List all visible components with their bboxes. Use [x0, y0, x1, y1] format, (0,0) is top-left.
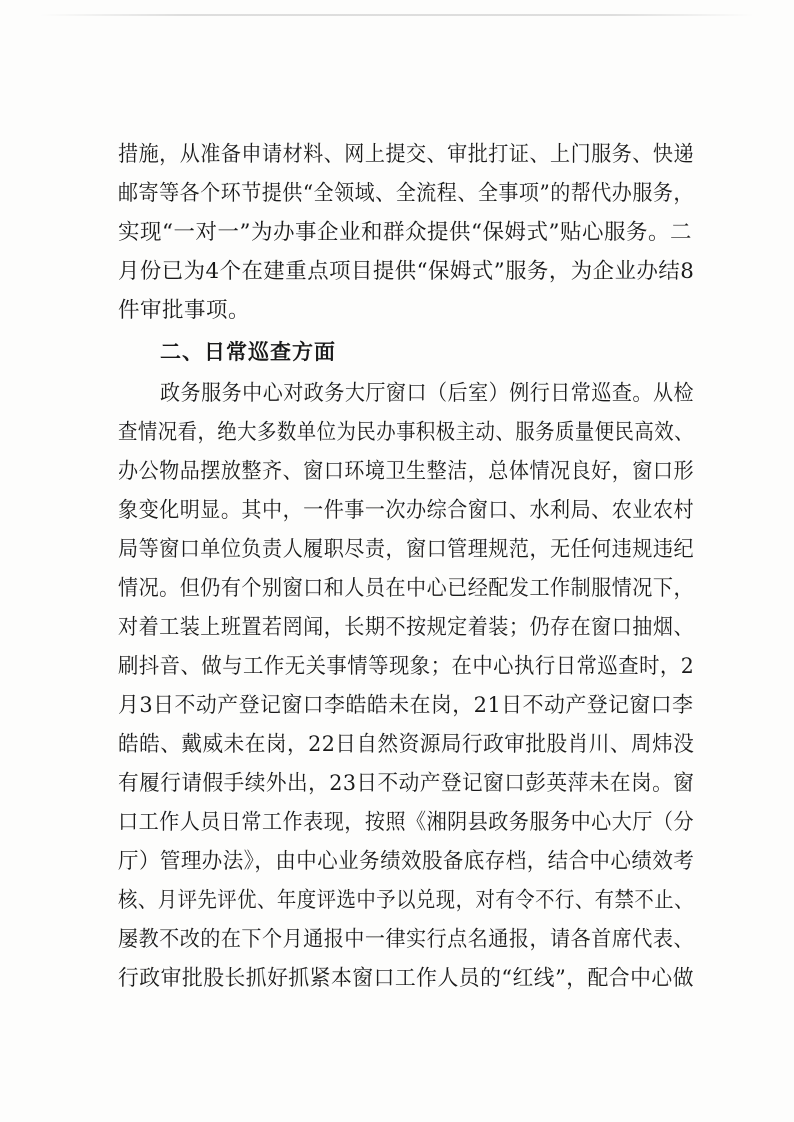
- paragraph-line: 行政审批股长抓好抓紧本窗口工作人员的“红线”，配合中心做: [118, 966, 695, 991]
- paragraph-line: 刷抖音、做与工作无关事情等现象；在中心执行日常巡查时，2: [118, 654, 695, 679]
- paragraph-line: 局等窗口单位负责人履职尽责，窗口管理规范，无任何违规违纪: [118, 537, 695, 562]
- paragraph-line: 邮寄等各个环节提供“全领域、全流程、全事项”的帮代办服务，: [118, 181, 694, 206]
- paragraph-line: 措施，从准备申请材料、网上提交、审批打证、上门服务、快递: [118, 142, 695, 167]
- paragraph-line: 屡教不改的在下个月通报中一律实行点名通报，请各首席代表、: [118, 927, 695, 952]
- paragraph-line: 月份已为4个在建重点项目提供“保姆式”服务，为企业办结8: [118, 259, 695, 284]
- paragraph-line: 件审批事项。: [118, 298, 251, 323]
- section-heading: 二、日常巡查方面: [160, 340, 336, 364]
- paragraph-line: 核、月评先评优、年度评选中予以兑现，对有令不行、有禁不止、: [118, 888, 695, 913]
- paragraph-line: 有履行请假手续外出，23日不动产登记窗口彭英萍未在岗。窗: [118, 771, 695, 796]
- paragraph-line: 对着工装上班置若罔闻，长期不按规定着装；仍存在窗口抽烟、: [118, 615, 695, 640]
- paragraph-line: 情况。但仍有个别窗口和人员在中心已经配发工作制服情况下，: [118, 576, 695, 601]
- paragraph-line: 查情况看，绝大多数单位为民办事积极主动、服务质量便民高效、: [118, 420, 695, 445]
- paragraph-line: 厅）管理办法》，由中心业务绩效股备底存档，结合中心绩效考: [118, 849, 695, 874]
- paragraph-line: 月3日不动产登记窗口李皓皓未在岗，21日不动产登记窗口李: [118, 693, 694, 718]
- paragraph-line: 实现“一对一”为办事企业和群众提供“保姆式”贴心服务。二: [118, 220, 692, 245]
- scan-edge-line: [40, 14, 754, 16]
- paragraph-line: 办公物品摆放整齐、窗口环境卫生整洁，总体情况良好，窗口形: [118, 459, 695, 484]
- paragraph-line: 皓皓、戴威未在岗，22日自然资源局行政审批股肖川、周炜没: [118, 732, 695, 757]
- paragraph-line: 政务服务中心对政务大厅窗口（后室）例行日常巡查。从检: [160, 381, 695, 406]
- paragraph-line: 象变化明显。其中，一件事一次办综合窗口、水利局、农业农村: [118, 498, 695, 523]
- paragraph-line: 口工作人员日常工作表现，按照《湘阴县政务服务中心大厅（分: [118, 810, 695, 835]
